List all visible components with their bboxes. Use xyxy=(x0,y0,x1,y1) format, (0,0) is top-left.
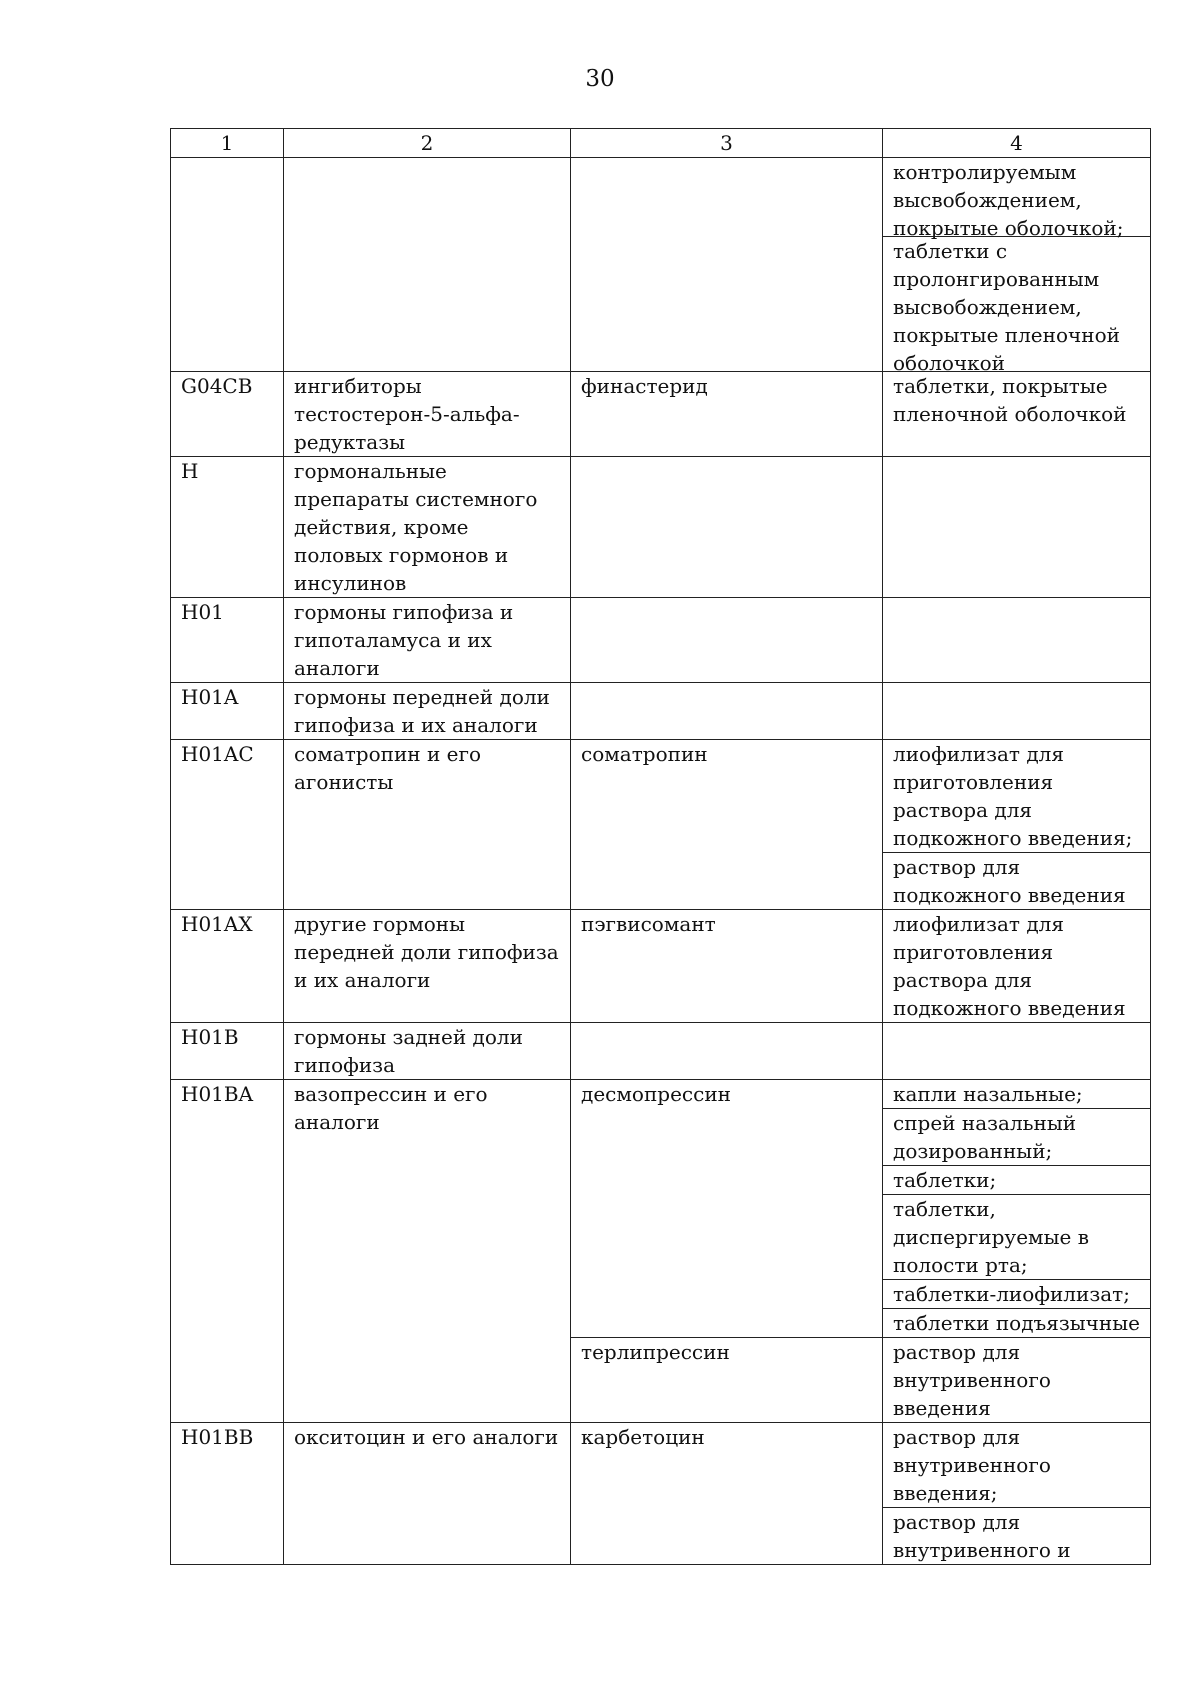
atc-code-cell: H01AC xyxy=(171,740,284,910)
table-row xyxy=(171,910,1151,1023)
dosage-form: таблетки-лиофилизат; xyxy=(883,1280,1150,1309)
dosage-form: таблетки, диспергируемые в полости рта; xyxy=(883,1195,1150,1280)
dosage-form: раствор для внутривенного введения; xyxy=(883,1423,1150,1508)
drug-name-cell xyxy=(571,158,883,372)
group-name-cell: вазопрессин и его аналоги xyxy=(284,1080,571,1423)
group-name-cell: гормональные препараты системного действия, кроме половых гормонов и инсулинов xyxy=(284,457,571,598)
table-row xyxy=(171,372,1151,457)
drug-name-cell xyxy=(571,457,883,598)
dosage-form: лиофилизат для приготовления раствора для подкожного введения; xyxy=(883,740,1150,853)
drug-name-cell: финастерид xyxy=(571,372,883,457)
table-row xyxy=(171,158,1151,372)
group-name-cell: гормоны задней доли гипофиза xyxy=(284,1023,571,1080)
drug-name-cell: десмопрессин xyxy=(571,1080,883,1338)
dosage-forms-cell xyxy=(883,1023,1151,1080)
dosage-form: спрей назальный дозированный; xyxy=(883,1109,1150,1166)
table-row xyxy=(171,1423,1151,1565)
drug-name-cell xyxy=(571,1023,883,1080)
table-row xyxy=(171,598,1151,683)
column-header-3: 3 xyxy=(571,129,883,158)
atc-code-cell: H xyxy=(171,457,284,598)
group-name-cell: соматропин и его агонисты xyxy=(284,740,571,910)
dosage-forms-cell xyxy=(883,158,1151,375)
atc-code-cell xyxy=(171,158,284,372)
atc-code-cell: G04CB xyxy=(171,372,284,457)
page-number: 30 xyxy=(585,66,615,92)
drug-name-cell xyxy=(571,598,883,683)
drug-name-cell: соматропин xyxy=(571,740,883,910)
table-row xyxy=(171,1023,1151,1080)
dosage-forms-cell xyxy=(883,1338,1151,1423)
dosage-form: раствор для подкожного введения xyxy=(893,855,1126,907)
column-header-1: 1 xyxy=(171,129,284,158)
atc-code-cell: H01BB xyxy=(171,1423,284,1565)
group-name-cell: гормоны передней доли гипофиза и их аналоги xyxy=(284,683,571,740)
dosage-form: лиофилизат для приготовления раствора для подкожного введения xyxy=(893,912,1126,1020)
dosage-forms-cell xyxy=(883,457,1151,598)
dosage-form: таблетки с пролонгированным высвобождением, покрытые пленочной оболочкой xyxy=(893,239,1120,375)
dosage-form: таблетки подъязычные xyxy=(893,1311,1140,1335)
dosage-forms-cell xyxy=(883,598,1151,683)
dosage-form: контролируемым высвобождением, покрытые оболочкой; xyxy=(883,158,1150,237)
group-name-cell: окситоцин и его аналоги xyxy=(284,1423,571,1565)
dosage-form: таблетки; xyxy=(883,1166,1150,1195)
table-row xyxy=(171,1080,1151,1338)
table-row xyxy=(171,457,1151,598)
drug-name-cell: карбетоцин xyxy=(571,1423,883,1565)
atc-code-cell: H01B xyxy=(171,1023,284,1080)
atc-code-cell: H01 xyxy=(171,598,284,683)
table-header-row xyxy=(171,129,1151,158)
dosage-forms-cell xyxy=(883,1423,1151,1565)
table-row xyxy=(171,683,1151,740)
dosage-forms-cell xyxy=(883,740,1151,910)
atc-code-cell: H01BA xyxy=(171,1080,284,1423)
drug-table xyxy=(170,128,1151,1565)
atc-code-cell: H01AX xyxy=(171,910,284,1023)
column-header-2: 2 xyxy=(284,129,571,158)
dosage-form: капли назальные; xyxy=(883,1080,1150,1109)
column-header-4: 4 xyxy=(883,129,1151,158)
dosage-form: таблетки, покрытые пленочной оболочкой xyxy=(893,374,1127,426)
dosage-forms-cell xyxy=(883,910,1151,1023)
group-name-cell: другие гормоны передней доли гипофиза и их аналоги xyxy=(284,910,571,1023)
table-row xyxy=(171,740,1151,910)
dosage-forms-cell xyxy=(883,1080,1151,1338)
dosage-form: раствор для внутривенного введения xyxy=(893,1340,1051,1420)
drug-name-cell xyxy=(571,683,883,740)
drug-name-cell: пэгвисомант xyxy=(571,910,883,1023)
drug-name-cell: терлипрессин xyxy=(571,1338,883,1423)
dosage-form: раствор для внутривенного и xyxy=(893,1510,1071,1562)
group-name-cell xyxy=(284,158,571,372)
group-name-cell: гормоны гипофиза и гипоталамуса и их аналоги xyxy=(284,598,571,683)
group-name-cell: ингибиторы тестостерон-5-альфа-редуктазы xyxy=(284,372,571,457)
atc-code-cell: H01A xyxy=(171,683,284,740)
dosage-forms-cell xyxy=(883,683,1151,740)
dosage-forms-cell xyxy=(883,372,1151,457)
